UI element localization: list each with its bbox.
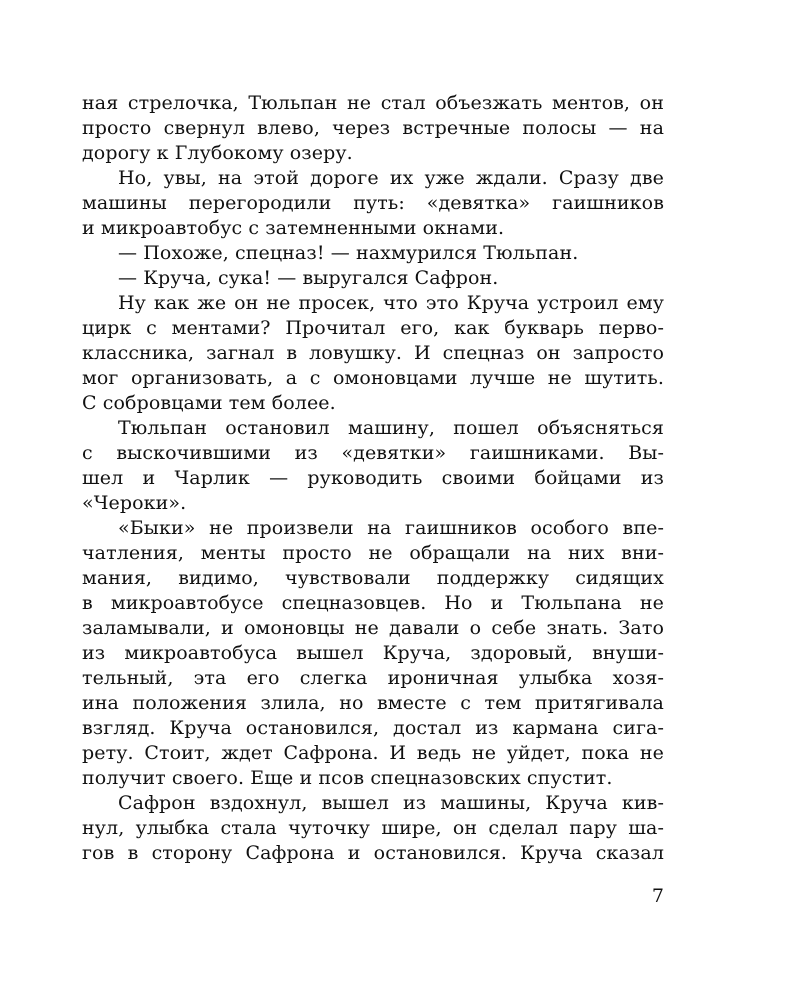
text-line: Сафрон вздохнул, вышел из машины, Круча кив-	[118, 792, 664, 814]
text-line: взгляд. Круча остановился, достал из кармана сига-	[82, 717, 664, 739]
text-line: с выскочившими из «девятки» гаишниками. Вы-	[82, 442, 664, 464]
text-line: машины перегородили путь: «девятка» гаишников	[82, 192, 664, 214]
text-line: ная стрелочка, Тюльпан не стал объезжать ментов, он	[82, 92, 664, 114]
text-line: «Быки» не произвели на гаишников особого впе-	[118, 517, 664, 539]
text-line: мания, видимо, чувствовали поддержку сидящих	[82, 567, 664, 589]
text-line: С собровцами тем более.	[82, 392, 336, 414]
text-line: рету. Стоит, ждет Сафрона. И ведь не уйдет, пока не	[82, 742, 664, 764]
text-line: в микроавтобусе спецназовцев. Но и Тюльпана не	[82, 592, 664, 614]
text-line: цирк с ментами? Прочитал его, как букварь перво-	[82, 317, 664, 339]
text-line: шел и Чарлик — руководить своими бойцами из	[82, 467, 664, 489]
page-number: 7	[651, 885, 664, 907]
text-line: просто свернул влево, через встречные полосы — на	[82, 117, 664, 139]
text-line: и микроавтобус с затемненными окнами.	[82, 217, 505, 239]
text-line: дорогу к Глубокому озеру.	[82, 142, 353, 164]
text-line: получит своего. Еще и псов спецназовских спустит.	[82, 767, 613, 789]
text-line: Ну как же он не просек, что это Круча устроил ему	[118, 292, 664, 314]
text-line: «Чероки».	[82, 492, 187, 514]
text-line: нул, улыбка стала чуточку шире, он сделал пару ша-	[82, 817, 664, 839]
text-line: гов в сторону Сафрона и остановился. Круча сказал	[82, 842, 664, 864]
text-line: ина положения злила, но вместе с тем притягивала	[82, 692, 664, 714]
text-line: Но, увы, на этой дороге их уже ждали. Сразу две	[118, 167, 664, 189]
book-page-body	[82, 91, 664, 866]
text-line: чатления, менты просто не обращали на них вни-	[82, 542, 664, 564]
text-line: — Круча, сука! — выругался Сафрон.	[118, 267, 499, 289]
text-line: из микроавтобуса вышел Круча, здоровый, внуши-	[82, 642, 664, 664]
text-line: мог организовать, а с омоновцами лучше не шутить.	[82, 367, 664, 389]
text-line: Тюльпан остановил машину, пошел объясняться	[118, 417, 664, 439]
text-line: — Похоже, спецназ! — нахмурился Тюльпан.	[118, 242, 579, 264]
text-line: заламывали, и омоновцы не давали о себе знать. Зато	[82, 617, 664, 639]
text-line: тельный, эта его слегка ироничная улыбка хозя-	[82, 667, 664, 689]
text-line: классника, загнал в ловушку. И спецназ он запросто	[82, 342, 664, 364]
